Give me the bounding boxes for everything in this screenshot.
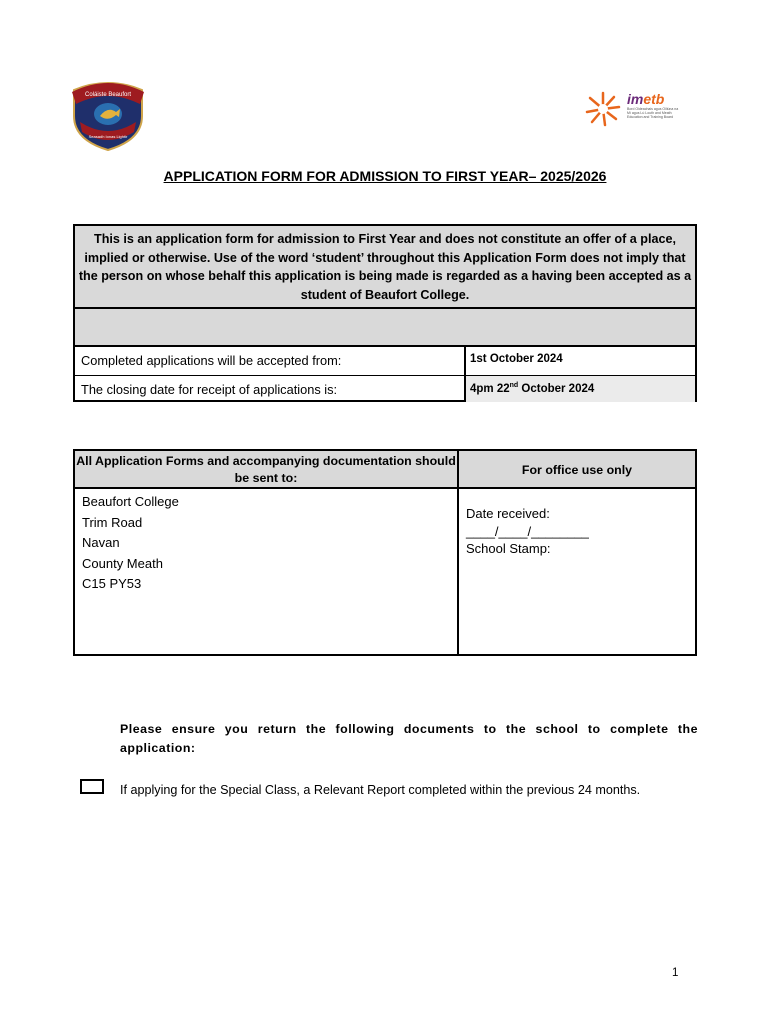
imetb-wordmark bbox=[627, 91, 664, 107]
school-crest-logo bbox=[66, 76, 150, 152]
page-number: 1 bbox=[672, 967, 679, 979]
school-address bbox=[75, 489, 459, 654]
accepted-from-label: Completed applications will be accepted from: bbox=[81, 353, 342, 368]
send-to-heading: All Application Forms and accompanying documentation should be sent to: bbox=[75, 451, 459, 489]
office-use-heading: For office use only bbox=[459, 451, 695, 489]
notice-spacer-row bbox=[75, 309, 695, 347]
address-line: Trim Road bbox=[82, 514, 143, 530]
closing-date-value bbox=[464, 376, 695, 402]
office-use-box bbox=[459, 489, 695, 654]
checklist-item-text: If applying for the Special Class, a Relevant Report completed within the previous 24 months. bbox=[120, 783, 641, 797]
imetb-wordmark-a: im bbox=[627, 91, 644, 107]
closing-date-value-b: October 2024 bbox=[518, 382, 595, 395]
special-class-checkbox[interactable] bbox=[80, 779, 104, 794]
closing-date-value-a: 4pm 22 bbox=[470, 382, 510, 395]
date-received-label: Date received: bbox=[466, 506, 550, 521]
admission-notice: This is an application form for admission to First Year and does not constitute an offer of a place, implied or otherwise. Use of the word ‘student’ throughout this Application Form does not imply that the person on whose behalf this application is being made is regarded as a having been accepted as a student of Beaufort College. bbox=[75, 226, 695, 309]
school-stamp-label: School Stamp: bbox=[466, 541, 551, 556]
address-line: County Meath bbox=[82, 555, 163, 571]
closing-date-row bbox=[75, 376, 695, 402]
date-received-field[interactable]: ____/____/________ bbox=[466, 523, 589, 539]
accepted-from-value: 1st October 2024 bbox=[464, 347, 695, 375]
accepted-from-row bbox=[75, 347, 695, 376]
notice-table bbox=[73, 224, 697, 402]
crest-motto: Seasadh Ionas Lightir bbox=[88, 134, 128, 139]
imetb-wordmark-b: etb bbox=[643, 91, 665, 107]
address-office-table bbox=[73, 449, 697, 656]
address-line: C15 PY53 bbox=[82, 576, 142, 591]
closing-date-value-sup: nd bbox=[509, 382, 519, 389]
crest-name: Coláiste Beaufort bbox=[84, 92, 132, 98]
documents-note: Please ensure you return the following documents to the school to complete the application: bbox=[120, 722, 698, 755]
address-line: Beaufort College bbox=[82, 494, 179, 509]
page-title: APPLICATION FORM FOR ADMISSION TO FIRST YEAR– 2025/2026 bbox=[163, 168, 607, 184]
address-line: Navan bbox=[82, 535, 120, 550]
imetb-subtext: Bord Oideachais agus Oiliúna na Mí agus Lú Louth and Meath Education and Training Board bbox=[627, 107, 679, 119]
closing-date-label: The closing date for receipt of applications is: bbox=[81, 382, 338, 397]
